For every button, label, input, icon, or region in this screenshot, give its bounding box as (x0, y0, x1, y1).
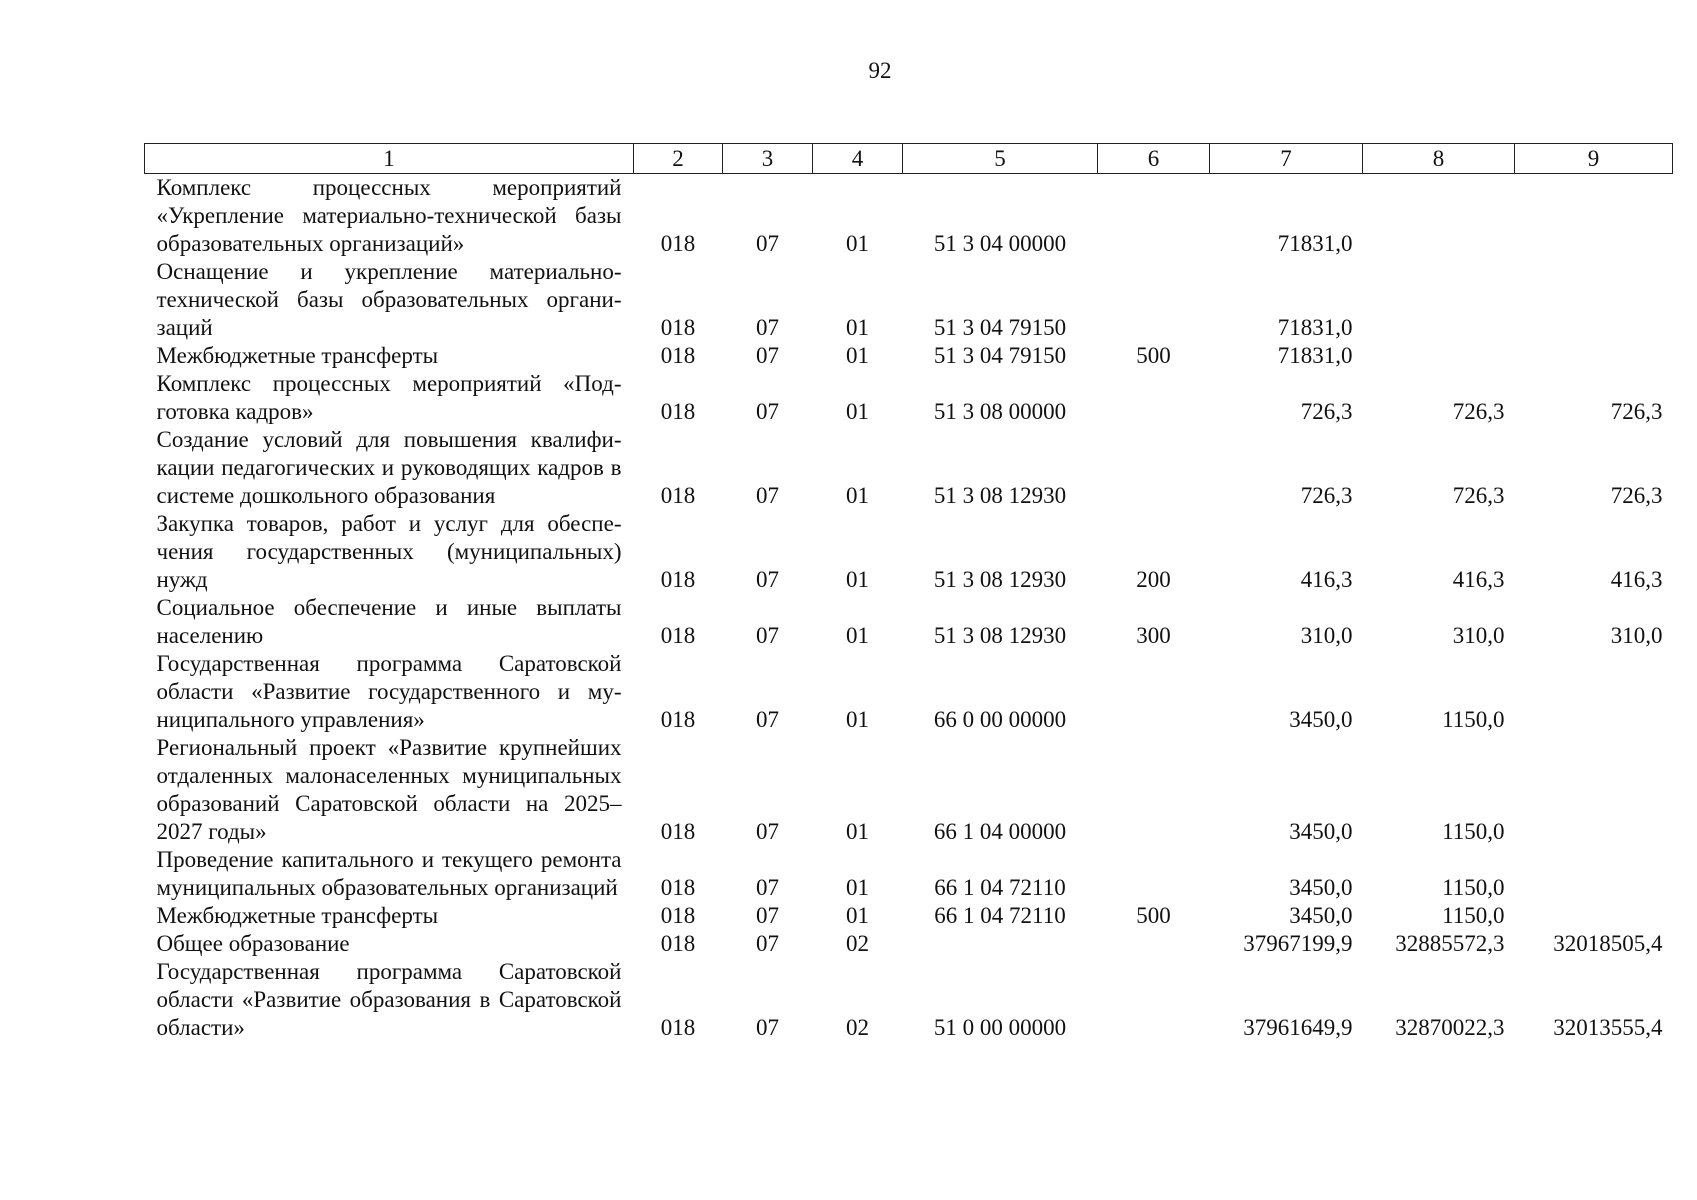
grbs-cell: 018 (660, 399, 696, 424)
table-row (145, 930, 1673, 958)
section-cell: 07 (756, 875, 779, 900)
section-cell: 07 (756, 315, 779, 340)
grbs-cell: 018 (660, 315, 696, 340)
amount-col-8-cell: 1150,0 (1442, 903, 1505, 928)
table-row (145, 958, 1673, 1042)
section-cell: 07 (756, 399, 779, 424)
grbs-cell: 018 (660, 567, 696, 592)
row-name-cell: Социальное обеспечение и иные выплаты населению (156, 595, 622, 648)
section-cell: 07 (756, 819, 779, 844)
header-col-5: 5 (903, 144, 1098, 174)
header-row (145, 144, 1673, 174)
amount-col-7-cell: 71831,0 (1277, 231, 1353, 256)
amount-col-8-cell (1363, 174, 1515, 259)
grbs-cell: 018 (660, 819, 696, 844)
header-col-3: 3 (723, 144, 813, 174)
target-article-cell: 51 3 08 00000 (933, 399, 1067, 424)
table-body (145, 174, 1673, 1043)
target-article-cell: 51 3 04 00000 (933, 231, 1067, 256)
header-col-9: 9 (1515, 144, 1673, 174)
grbs-cell: 018 (660, 1015, 696, 1040)
section-cell: 07 (756, 707, 779, 732)
row-name-cell: Закупка товаров, работ и услуг для обеспечения государственных (муниципальных) нужд (156, 511, 622, 592)
header-col-7: 7 (1210, 144, 1363, 174)
header-col-8: 8 (1363, 144, 1515, 174)
expense-type-cell (1098, 734, 1210, 846)
subsection-cell: 01 (846, 623, 869, 648)
expense-type-cell: 500 (1136, 903, 1171, 928)
table-row (145, 426, 1673, 510)
section-cell: 07 (756, 623, 779, 648)
row-name-cell: Межбюджетные трансферты (156, 903, 439, 928)
subsection-cell: 01 (846, 875, 869, 900)
target-article-cell: 51 3 04 79150 (933, 315, 1067, 340)
section-cell: 07 (756, 483, 779, 508)
amount-col-9-cell (1515, 734, 1673, 846)
expense-type-cell (1098, 930, 1210, 958)
subsection-cell: 01 (846, 483, 869, 508)
grbs-cell: 018 (660, 231, 696, 256)
subsection-cell: 01 (846, 315, 869, 340)
amount-col-7-cell: 71831,0 (1277, 315, 1353, 340)
table-row (145, 594, 1673, 650)
page-number: 92 (868, 58, 892, 83)
subsection-cell: 01 (846, 903, 869, 928)
expense-type-cell: 300 (1136, 623, 1171, 648)
grbs-cell: 018 (660, 931, 696, 956)
expense-type-cell (1098, 846, 1210, 902)
section-cell: 07 (756, 931, 779, 956)
row-name-cell: Оснащение и укрепление материально-технической базы образовательных организаций (156, 259, 622, 340)
amount-col-7-cell: 726,3 (1300, 483, 1353, 508)
amount-col-9-cell (1515, 846, 1673, 902)
amount-col-7-cell: 726,3 (1300, 399, 1353, 424)
target-article-cell: 66 1 04 00000 (933, 819, 1067, 844)
amount-col-9-cell: 416,3 (1610, 567, 1663, 592)
amount-col-8-cell: 726,3 (1452, 483, 1505, 508)
amount-col-8-cell: 32885572,3 (1395, 931, 1505, 956)
amount-col-7-cell: 37967199,9 (1243, 931, 1353, 956)
row-name-cell: Региональный проект «Развитие крупнейших отдаленных малонаселенных муниципальных образований Саратовской области на 2025–2027 годы» (156, 735, 622, 844)
row-name-cell: Государственная программа Саратовской области «Развитие государственного и муниципального управления» (156, 651, 622, 732)
expense-type-cell (1098, 650, 1210, 734)
table-row (145, 846, 1673, 902)
amount-col-9-cell: 32013555,4 (1553, 1015, 1663, 1040)
table-header (145, 144, 1673, 174)
table-row (145, 174, 1673, 259)
table-row (145, 734, 1673, 846)
amount-col-9-cell: 726,3 (1610, 483, 1663, 508)
amount-col-7-cell: 3450,0 (1289, 819, 1353, 844)
table-row (145, 342, 1673, 370)
amount-col-9-cell: 726,3 (1610, 399, 1663, 424)
row-name-cell: Комплекс процессных мероприятий «Подготовка кадров» (156, 371, 622, 424)
amount-col-8-cell: 32870022,3 (1395, 1015, 1505, 1040)
target-article-cell: 51 3 08 12930 (933, 623, 1067, 648)
amount-col-9-cell (1515, 342, 1673, 370)
section-cell: 07 (756, 231, 779, 256)
amount-col-9-cell (1515, 258, 1673, 342)
row-name-cell: Создание условий для повышения квалификации педагогических и руководящих кадров в системе дошкольного образования (156, 427, 622, 508)
amount-col-8-cell: 1150,0 (1442, 819, 1505, 844)
target-article-cell: 66 0 00 00000 (933, 707, 1067, 732)
target-article-cell: 66 1 04 72110 (934, 903, 1066, 928)
header-col-6: 6 (1098, 144, 1210, 174)
target-article-cell: 51 3 08 12930 (933, 567, 1067, 592)
row-name-cell: Общее образование (156, 931, 350, 956)
row-name-cell: Комплекс процессных мероприятий «Укрепление материально-технической базы образовательных организаций» (156, 175, 622, 256)
header-col-2: 2 (634, 144, 723, 174)
expense-type-cell (1098, 426, 1210, 510)
amount-col-9-cell (1515, 902, 1673, 930)
table-row (145, 510, 1673, 594)
amount-col-8-cell: 726,3 (1452, 399, 1505, 424)
expense-type-cell (1098, 370, 1210, 426)
table-row (145, 258, 1673, 342)
expense-type-cell (1098, 174, 1210, 259)
expense-type-cell: 500 (1136, 343, 1171, 368)
subsection-cell: 02 (846, 931, 869, 956)
row-name-cell: Государственная программа Саратовской области «Развитие образования в Саратовской области» (156, 959, 622, 1040)
expense-type-cell: 200 (1136, 567, 1171, 592)
target-article-cell: 51 3 08 12930 (933, 483, 1067, 508)
amount-col-8-cell (1363, 258, 1515, 342)
amount-col-9-cell (1515, 174, 1673, 259)
amount-col-8-cell: 416,3 (1452, 567, 1505, 592)
subsection-cell: 01 (846, 343, 869, 368)
amount-col-7-cell: 310,0 (1300, 623, 1353, 648)
budget-table (144, 143, 1673, 1042)
subsection-cell: 01 (846, 399, 869, 424)
section-cell: 07 (756, 1015, 779, 1040)
grbs-cell: 018 (660, 623, 696, 648)
row-name-cell: Межбюджетные трансферты (156, 343, 439, 368)
header-col-1: 1 (145, 144, 634, 174)
target-article-cell: 66 1 04 72110 (934, 875, 1066, 900)
grbs-cell: 018 (660, 707, 696, 732)
amount-col-7-cell: 3450,0 (1289, 903, 1353, 928)
amount-col-8-cell: 310,0 (1452, 623, 1505, 648)
subsection-cell: 01 (846, 567, 869, 592)
subsection-cell: 01 (846, 707, 869, 732)
table-row (145, 902, 1673, 930)
amount-col-7-cell: 416,3 (1300, 567, 1353, 592)
amount-col-9-cell: 310,0 (1610, 623, 1663, 648)
section-cell: 07 (756, 343, 779, 368)
section-cell: 07 (756, 903, 779, 928)
target-article-cell: 51 3 04 79150 (933, 343, 1067, 368)
amount-col-8-cell (1363, 342, 1515, 370)
amount-col-7-cell: 71831,0 (1277, 343, 1353, 368)
table-row (145, 370, 1673, 426)
target-article-cell (903, 930, 1098, 958)
amount-col-7-cell: 3450,0 (1289, 707, 1353, 732)
grbs-cell: 018 (660, 903, 696, 928)
section-cell: 07 (756, 567, 779, 592)
subsection-cell: 01 (846, 231, 869, 256)
grbs-cell: 018 (660, 875, 696, 900)
row-name-cell: Проведение капитального и текущего ремонта муниципальных образовательных организаций (156, 847, 622, 900)
target-article-cell: 51 0 00 00000 (933, 1015, 1067, 1040)
amount-col-7-cell: 3450,0 (1289, 875, 1353, 900)
expense-type-cell (1098, 258, 1210, 342)
amount-col-9-cell (1515, 650, 1673, 734)
amount-col-7-cell: 37961649,9 (1243, 1015, 1353, 1040)
amount-col-9-cell: 32018505,4 (1553, 931, 1663, 956)
grbs-cell: 018 (660, 343, 696, 368)
grbs-cell: 018 (660, 483, 696, 508)
table-row (145, 650, 1673, 734)
header-col-4: 4 (813, 144, 903, 174)
amount-col-8-cell: 1150,0 (1442, 707, 1505, 732)
expense-type-cell (1098, 958, 1210, 1042)
subsection-cell: 01 (846, 819, 869, 844)
subsection-cell: 02 (846, 1015, 869, 1040)
amount-col-8-cell: 1150,0 (1442, 875, 1505, 900)
